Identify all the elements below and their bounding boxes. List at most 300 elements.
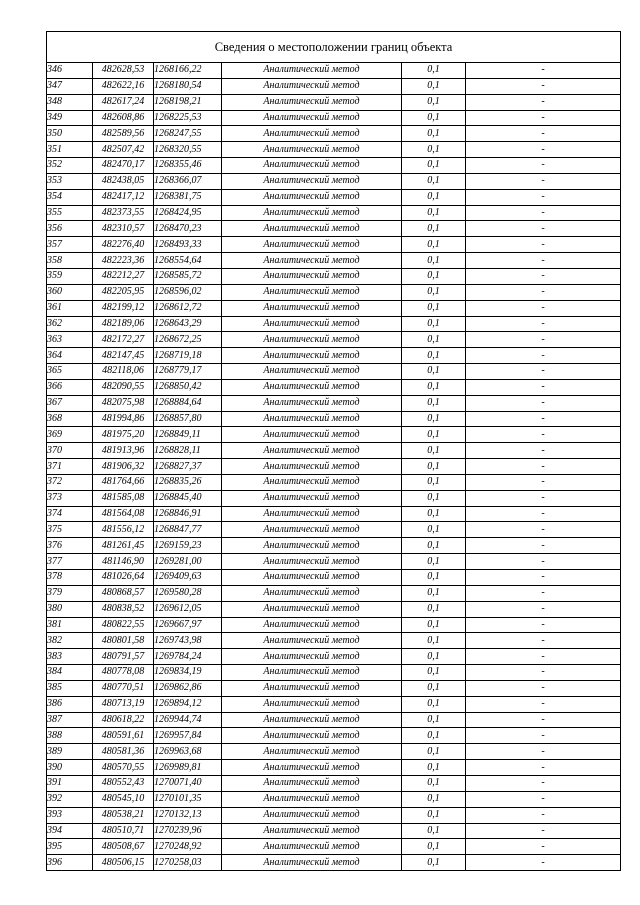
method-cell: Аналитический метод [222, 839, 402, 855]
method-cell: Аналитический метод [222, 253, 402, 269]
coordinate-x-cell: 482589,56 [93, 126, 154, 142]
coordinate-x-cell: 480713,19 [93, 696, 154, 712]
coordinate-y-cell: 1269612,05 [154, 601, 222, 617]
table-row [47, 522, 621, 538]
table-row [47, 332, 621, 348]
method-cell: Аналитический метод [222, 538, 402, 554]
coordinate-x-cell: 482118,06 [93, 364, 154, 380]
table-row [47, 237, 621, 253]
method-cell: Аналитический метод [222, 142, 402, 158]
description-cell: - [466, 63, 621, 79]
coordinate-x-cell: 482199,12 [93, 300, 154, 316]
method-cell: Аналитический метод [222, 585, 402, 601]
coordinate-x-cell: 482172,27 [93, 332, 154, 348]
accuracy-cell: 0,1 [402, 395, 466, 411]
coordinate-y-cell: 1268554,64 [154, 253, 222, 269]
coordinate-y-cell: 1269989,81 [154, 760, 222, 776]
accuracy-cell: 0,1 [402, 268, 466, 284]
point-number-cell: 354 [47, 189, 93, 205]
accuracy-cell: 0,1 [402, 839, 466, 855]
table-row [47, 221, 621, 237]
accuracy-cell: 0,1 [402, 94, 466, 110]
coordinate-y-cell: 1269963,68 [154, 744, 222, 760]
description-cell: - [466, 94, 621, 110]
description-cell: - [466, 173, 621, 189]
description-cell: - [466, 633, 621, 649]
method-cell: Аналитический метод [222, 807, 402, 823]
accuracy-cell: 0,1 [402, 142, 466, 158]
coordinate-x-cell: 480822,55 [93, 617, 154, 633]
method-cell: Аналитический метод [222, 459, 402, 475]
method-cell: Аналитический метод [222, 649, 402, 665]
coordinate-x-cell: 481764,66 [93, 474, 154, 490]
method-cell: Аналитический метод [222, 316, 402, 332]
description-cell: - [466, 221, 621, 237]
description-cell: - [466, 775, 621, 791]
point-number-cell: 355 [47, 205, 93, 221]
table-row [47, 601, 621, 617]
coordinate-y-cell: 1268180,54 [154, 78, 222, 94]
coordinate-x-cell: 480570,55 [93, 760, 154, 776]
method-cell: Аналитический метод [222, 158, 402, 174]
coordinate-y-cell: 1268849,11 [154, 427, 222, 443]
accuracy-cell: 0,1 [402, 126, 466, 142]
coordinate-y-cell: 1268198,21 [154, 94, 222, 110]
point-number-cell: 360 [47, 284, 93, 300]
point-number-cell: 366 [47, 379, 93, 395]
description-cell: - [466, 459, 621, 475]
description-cell: - [466, 379, 621, 395]
point-number-cell: 373 [47, 490, 93, 506]
coordinate-y-cell: 1268596,02 [154, 284, 222, 300]
table-title: Сведения о местоположении границ объекта [47, 32, 621, 63]
coordinate-x-cell: 482276,40 [93, 237, 154, 253]
description-cell: - [466, 332, 621, 348]
method-cell: Аналитический метод [222, 490, 402, 506]
description-cell: - [466, 791, 621, 807]
coordinate-y-cell: 1270239,96 [154, 823, 222, 839]
coordinate-x-cell: 482622,16 [93, 78, 154, 94]
coordinate-y-cell: 1268827,37 [154, 459, 222, 475]
description-cell: - [466, 570, 621, 586]
accuracy-cell: 0,1 [402, 110, 466, 126]
point-number-cell: 382 [47, 633, 93, 649]
accuracy-cell: 0,1 [402, 506, 466, 522]
table-row [47, 63, 621, 79]
coordinate-y-cell: 1270132,13 [154, 807, 222, 823]
point-number-cell: 376 [47, 538, 93, 554]
accuracy-cell: 0,1 [402, 490, 466, 506]
method-cell: Аналитический метод [222, 506, 402, 522]
accuracy-cell: 0,1 [402, 427, 466, 443]
method-cell: Аналитический метод [222, 696, 402, 712]
description-cell: - [466, 728, 621, 744]
coordinate-y-cell: 1268320,55 [154, 142, 222, 158]
point-number-cell: 386 [47, 696, 93, 712]
table-row [47, 300, 621, 316]
table-row [47, 348, 621, 364]
accuracy-cell: 0,1 [402, 474, 466, 490]
method-cell: Аналитический метод [222, 205, 402, 221]
table-row [47, 316, 621, 332]
description-cell: - [466, 253, 621, 269]
coordinate-x-cell: 481975,20 [93, 427, 154, 443]
coordinate-x-cell: 482617,24 [93, 94, 154, 110]
table-row [47, 158, 621, 174]
point-number-cell: 377 [47, 554, 93, 570]
method-cell: Аналитический метод [222, 63, 402, 79]
point-number-cell: 381 [47, 617, 93, 633]
point-number-cell: 362 [47, 316, 93, 332]
method-cell: Аналитический метод [222, 570, 402, 586]
point-number-cell: 368 [47, 411, 93, 427]
accuracy-cell: 0,1 [402, 554, 466, 570]
accuracy-cell: 0,1 [402, 538, 466, 554]
accuracy-cell: 0,1 [402, 300, 466, 316]
coordinate-x-cell: 481994,86 [93, 411, 154, 427]
method-cell: Аналитический метод [222, 189, 402, 205]
point-number-cell: 353 [47, 173, 93, 189]
point-number-cell: 372 [47, 474, 93, 490]
method-cell: Аналитический метод [222, 633, 402, 649]
description-cell: - [466, 237, 621, 253]
coordinate-x-cell: 480591,61 [93, 728, 154, 744]
coordinate-y-cell: 1270258,03 [154, 855, 222, 871]
accuracy-cell: 0,1 [402, 364, 466, 380]
method-cell: Аналитический метод [222, 775, 402, 791]
method-cell: Аналитический метод [222, 395, 402, 411]
accuracy-cell: 0,1 [402, 696, 466, 712]
table-row [47, 760, 621, 776]
accuracy-cell: 0,1 [402, 173, 466, 189]
accuracy-cell: 0,1 [402, 284, 466, 300]
coordinate-y-cell: 1268845,40 [154, 490, 222, 506]
coordinate-x-cell: 480552,43 [93, 775, 154, 791]
method-cell: Аналитический метод [222, 744, 402, 760]
coordinate-y-cell: 1268424,95 [154, 205, 222, 221]
table-row [47, 791, 621, 807]
description-cell: - [466, 665, 621, 681]
accuracy-cell: 0,1 [402, 316, 466, 332]
coordinate-x-cell: 480538,21 [93, 807, 154, 823]
point-number-cell: 356 [47, 221, 93, 237]
method-cell: Аналитический метод [222, 712, 402, 728]
description-cell: - [466, 807, 621, 823]
table-body [47, 32, 621, 871]
method-cell: Аналитический метод [222, 268, 402, 284]
coordinate-x-cell: 480506,15 [93, 855, 154, 871]
description-cell: - [466, 760, 621, 776]
table-row [47, 712, 621, 728]
point-number-cell: 350 [47, 126, 93, 142]
coordinate-y-cell: 1269957,84 [154, 728, 222, 744]
table-row [47, 839, 621, 855]
description-cell: - [466, 205, 621, 221]
point-number-cell: 358 [47, 253, 93, 269]
method-cell: Аналитический метод [222, 78, 402, 94]
coordinate-y-cell: 1268847,77 [154, 522, 222, 538]
table-row [47, 538, 621, 554]
coordinate-x-cell: 482628,53 [93, 63, 154, 79]
coordinate-x-cell: 481585,08 [93, 490, 154, 506]
table-row [47, 364, 621, 380]
coordinate-x-cell: 481556,12 [93, 522, 154, 538]
accuracy-cell: 0,1 [402, 649, 466, 665]
coordinate-x-cell: 482507,42 [93, 142, 154, 158]
coordinate-y-cell: 1268355,46 [154, 158, 222, 174]
description-cell: - [466, 126, 621, 142]
description-cell: - [466, 364, 621, 380]
coordinate-x-cell: 480778,08 [93, 665, 154, 681]
method-cell: Аналитический метод [222, 791, 402, 807]
point-number-cell: 361 [47, 300, 93, 316]
method-cell: Аналитический метод [222, 823, 402, 839]
description-cell: - [466, 474, 621, 490]
description-cell: - [466, 395, 621, 411]
coordinate-y-cell: 1270071,40 [154, 775, 222, 791]
coordinate-x-cell: 482075,98 [93, 395, 154, 411]
table-row [47, 459, 621, 475]
coordinate-y-cell: 1268719,18 [154, 348, 222, 364]
table-row [47, 807, 621, 823]
description-cell: - [466, 617, 621, 633]
method-cell: Аналитический метод [222, 443, 402, 459]
point-number-cell: 388 [47, 728, 93, 744]
table-row [47, 554, 621, 570]
method-cell: Аналитический метод [222, 617, 402, 633]
method-cell: Аналитический метод [222, 728, 402, 744]
point-number-cell: 369 [47, 427, 93, 443]
description-cell: - [466, 348, 621, 364]
description-cell: - [466, 522, 621, 538]
point-number-cell: 347 [47, 78, 93, 94]
description-cell: - [466, 490, 621, 506]
accuracy-cell: 0,1 [402, 601, 466, 617]
point-number-cell: 363 [47, 332, 93, 348]
method-cell: Аналитический метод [222, 300, 402, 316]
coordinate-y-cell: 1269409,63 [154, 570, 222, 586]
coordinate-x-cell: 482310,57 [93, 221, 154, 237]
accuracy-cell: 0,1 [402, 585, 466, 601]
method-cell: Аналитический метод [222, 332, 402, 348]
accuracy-cell: 0,1 [402, 158, 466, 174]
point-number-cell: 379 [47, 585, 93, 601]
coordinate-y-cell: 1268225,53 [154, 110, 222, 126]
description-cell: - [466, 158, 621, 174]
coordinate-x-cell: 481906,32 [93, 459, 154, 475]
coordinate-x-cell: 480791,57 [93, 649, 154, 665]
method-cell: Аналитический метод [222, 126, 402, 142]
point-number-cell: 370 [47, 443, 93, 459]
table-row [47, 110, 621, 126]
boundary-coordinates-table [46, 31, 621, 871]
table-row [47, 490, 621, 506]
coordinate-y-cell: 1268884,64 [154, 395, 222, 411]
point-number-cell: 367 [47, 395, 93, 411]
accuracy-cell: 0,1 [402, 443, 466, 459]
accuracy-cell: 0,1 [402, 791, 466, 807]
method-cell: Аналитический метод [222, 348, 402, 364]
coordinate-y-cell: 1268585,72 [154, 268, 222, 284]
title-row [47, 32, 621, 63]
point-number-cell: 346 [47, 63, 93, 79]
coordinate-y-cell: 1269834,19 [154, 665, 222, 681]
table-row [47, 680, 621, 696]
point-number-cell: 389 [47, 744, 93, 760]
point-number-cell: 396 [47, 855, 93, 871]
accuracy-cell: 0,1 [402, 775, 466, 791]
point-number-cell: 395 [47, 839, 93, 855]
table-row [47, 744, 621, 760]
method-cell: Аналитический метод [222, 665, 402, 681]
coordinate-y-cell: 1268166,22 [154, 63, 222, 79]
coordinate-x-cell: 481146,90 [93, 554, 154, 570]
coordinate-x-cell: 480838,52 [93, 601, 154, 617]
method-cell: Аналитический метод [222, 364, 402, 380]
accuracy-cell: 0,1 [402, 205, 466, 221]
accuracy-cell: 0,1 [402, 807, 466, 823]
coordinate-x-cell: 481564,08 [93, 506, 154, 522]
accuracy-cell: 0,1 [402, 617, 466, 633]
point-number-cell: 385 [47, 680, 93, 696]
coordinate-x-cell: 481913,96 [93, 443, 154, 459]
description-cell: - [466, 443, 621, 459]
accuracy-cell: 0,1 [402, 348, 466, 364]
coordinate-y-cell: 1268857,80 [154, 411, 222, 427]
description-cell: - [466, 268, 621, 284]
method-cell: Аналитический метод [222, 522, 402, 538]
coordinate-y-cell: 1269159,23 [154, 538, 222, 554]
table-row [47, 728, 621, 744]
coordinate-x-cell: 482147,45 [93, 348, 154, 364]
table-row [47, 649, 621, 665]
table-row [47, 474, 621, 490]
description-cell: - [466, 411, 621, 427]
method-cell: Аналитический метод [222, 94, 402, 110]
accuracy-cell: 0,1 [402, 522, 466, 538]
table-row [47, 775, 621, 791]
accuracy-cell: 0,1 [402, 189, 466, 205]
description-cell: - [466, 855, 621, 871]
table-row [47, 617, 621, 633]
coordinate-y-cell: 1268381,75 [154, 189, 222, 205]
coordinate-x-cell: 482205,95 [93, 284, 154, 300]
table-row [47, 411, 621, 427]
accuracy-cell: 0,1 [402, 855, 466, 871]
point-number-cell: 392 [47, 791, 93, 807]
point-number-cell: 394 [47, 823, 93, 839]
method-cell: Аналитический метод [222, 601, 402, 617]
accuracy-cell: 0,1 [402, 78, 466, 94]
description-cell: - [466, 696, 621, 712]
accuracy-cell: 0,1 [402, 253, 466, 269]
description-cell: - [466, 506, 621, 522]
coordinate-x-cell: 482373,55 [93, 205, 154, 221]
point-number-cell: 365 [47, 364, 93, 380]
method-cell: Аналитический метод [222, 554, 402, 570]
description-cell: - [466, 601, 621, 617]
table-row [47, 253, 621, 269]
point-number-cell: 383 [47, 649, 93, 665]
description-cell: - [466, 744, 621, 760]
coordinate-y-cell: 1268470,23 [154, 221, 222, 237]
table-row [47, 284, 621, 300]
accuracy-cell: 0,1 [402, 570, 466, 586]
point-number-cell: 374 [47, 506, 93, 522]
coordinate-x-cell: 482189,06 [93, 316, 154, 332]
coordinate-x-cell: 481026,64 [93, 570, 154, 586]
method-cell: Аналитический метод [222, 760, 402, 776]
coordinate-y-cell: 1268366,07 [154, 173, 222, 189]
table-row [47, 443, 621, 459]
point-number-cell: 390 [47, 760, 93, 776]
accuracy-cell: 0,1 [402, 823, 466, 839]
coordinate-y-cell: 1268643,29 [154, 316, 222, 332]
coordinate-y-cell: 1270248,92 [154, 839, 222, 855]
coordinate-y-cell: 1269894,12 [154, 696, 222, 712]
table-row [47, 665, 621, 681]
accuracy-cell: 0,1 [402, 332, 466, 348]
accuracy-cell: 0,1 [402, 237, 466, 253]
coordinate-y-cell: 1268835,26 [154, 474, 222, 490]
description-cell: - [466, 649, 621, 665]
point-number-cell: 393 [47, 807, 93, 823]
point-number-cell: 375 [47, 522, 93, 538]
coordinate-x-cell: 482090,55 [93, 379, 154, 395]
coordinate-x-cell: 480770,51 [93, 680, 154, 696]
accuracy-cell: 0,1 [402, 379, 466, 395]
method-cell: Аналитический метод [222, 284, 402, 300]
accuracy-cell: 0,1 [402, 411, 466, 427]
description-cell: - [466, 538, 621, 554]
coordinate-x-cell: 480618,22 [93, 712, 154, 728]
accuracy-cell: 0,1 [402, 680, 466, 696]
description-cell: - [466, 427, 621, 443]
description-cell: - [466, 316, 621, 332]
description-cell: - [466, 284, 621, 300]
coordinate-x-cell: 482212,27 [93, 268, 154, 284]
method-cell: Аналитический метод [222, 427, 402, 443]
coordinate-x-cell: 480801,58 [93, 633, 154, 649]
description-cell: - [466, 712, 621, 728]
table-row [47, 268, 621, 284]
table-row [47, 379, 621, 395]
table-row [47, 823, 621, 839]
description-cell: - [466, 300, 621, 316]
accuracy-cell: 0,1 [402, 63, 466, 79]
coordinate-x-cell: 480581,36 [93, 744, 154, 760]
point-number-cell: 380 [47, 601, 93, 617]
accuracy-cell: 0,1 [402, 633, 466, 649]
coordinate-x-cell: 480510,71 [93, 823, 154, 839]
table-row [47, 126, 621, 142]
table-row [47, 142, 621, 158]
point-number-cell: 391 [47, 775, 93, 791]
accuracy-cell: 0,1 [402, 712, 466, 728]
table-row [47, 696, 621, 712]
description-cell: - [466, 110, 621, 126]
coordinate-y-cell: 1268850,42 [154, 379, 222, 395]
method-cell: Аналитический метод [222, 680, 402, 696]
point-number-cell: 348 [47, 94, 93, 110]
point-number-cell: 378 [47, 570, 93, 586]
table-row [47, 570, 621, 586]
table-row [47, 189, 621, 205]
coordinate-y-cell: 1269580,28 [154, 585, 222, 601]
coordinate-y-cell: 1269667,97 [154, 617, 222, 633]
accuracy-cell: 0,1 [402, 665, 466, 681]
coordinate-y-cell: 1268828,11 [154, 443, 222, 459]
